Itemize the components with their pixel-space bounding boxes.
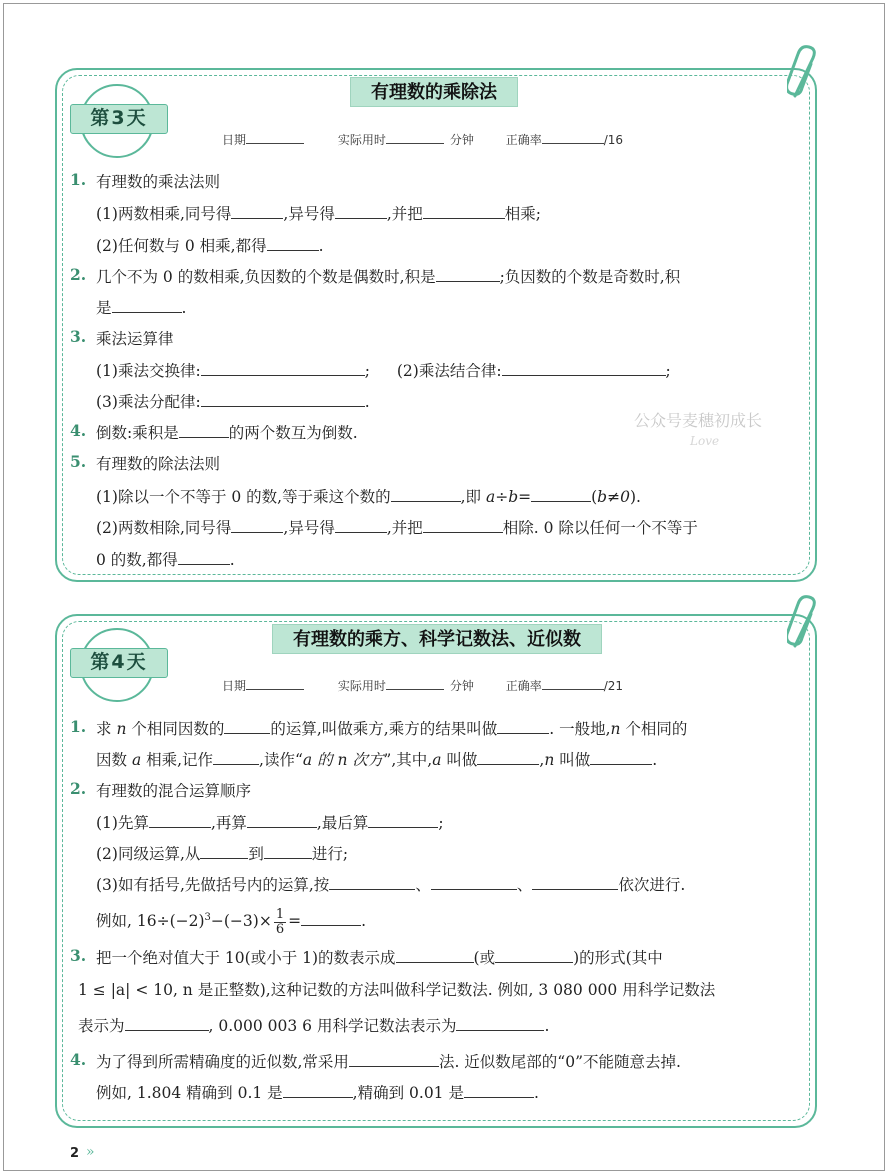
day3-q5-heading: 有理数的除法法则	[96, 455, 221, 473]
fraction: $\frac{1}{6}$	[275, 906, 285, 937]
day3-q3-p1: (1)乘法交换律: ; (2)乘法结合律: ;	[96, 362, 671, 380]
day3-q1-heading: 有理数的乘法法则	[96, 173, 221, 191]
accuracy-field[interactable]	[542, 679, 604, 690]
day4-q2-p1: (1)先算 ,再算 ,最后算 ;	[96, 814, 444, 832]
day3-q3-heading: 乘法运算律	[96, 330, 174, 348]
paperclip-icon	[787, 44, 821, 104]
day4-q4-line2: 例如, 1.804 精确到 0.1 是 ,精确到 0.01 是 .	[96, 1084, 539, 1102]
day3-badge-label: 第3天	[70, 104, 168, 134]
day4-q2-example: 例如, $16\div(-2)^3-(-3)\times$ $\frac{1}{6}$ = .	[96, 906, 367, 937]
day3-meta: 日期 实际用时 分钟 正确率 /16	[222, 133, 624, 147]
date-field[interactable]	[246, 679, 304, 690]
day4-badge	[70, 628, 168, 702]
day3-q1-p2: (2)任何数与 0 相乘,都得 .	[96, 237, 324, 255]
watermark: 公众号麦穗初成长	[634, 411, 763, 430]
watermark-sub: Love	[690, 434, 720, 448]
day3-q2-line2: 是 .	[96, 299, 187, 317]
day3-q5-p2: (2)两数相除,同号得 ,异号得 ,并把 相除. 0 除以任何一个不等于	[96, 519, 698, 537]
day3-q3-p3: (3)乘法分配律: .	[96, 393, 370, 411]
day3-q4: 倒数:乘积是 的两个数互为倒数.	[96, 424, 358, 442]
day4-q4-line1: 为了得到所需精确度的近似数,常采用 法. 近似数尾部的“0”不能随意去掉.	[96, 1053, 681, 1071]
day3-q5-p1: (1)除以一个不等于 0 的数,等于乘这个数的 ,即 a÷b= (b≠0).	[96, 488, 641, 506]
date-field[interactable]	[246, 133, 304, 144]
time-field[interactable]	[386, 679, 444, 690]
day4-badge-label: 第4天	[70, 648, 168, 678]
day3-q1-p1: (1)两数相乘,同号得 ,异号得 ,并把 相乘;	[96, 205, 541, 223]
day3-q2-line1: 几个不为 0 的数相乘,负因数的个数是偶数时,积是 ;负因数的个数是奇数时,积	[96, 268, 681, 286]
accuracy-field[interactable]	[542, 133, 604, 144]
day4-q2-heading: 有理数的混合运算顺序	[96, 782, 252, 800]
day4-q3-line3: 表示为 , 0.000 003 6 用科学记数法表示为 .	[78, 1017, 550, 1035]
day4-q1-line1: 求 n 个相同因数的 的运算,叫做乘方,乘方的结果叫做 . 一般地,n 个相同的	[96, 720, 688, 738]
day4-q1-line2: 因数 a 相乘,记作 ,读作“a 的 n 次方”,其中,a 叫做 ,n 叫做 .	[96, 751, 658, 769]
day4-q2-p3: (3)如有括号,先做括号内的运算,按 、 、 依次进行.	[96, 876, 686, 894]
page-arrow-icon: »	[86, 1144, 95, 1160]
day3-q5-p3: 0 的数,都得 .	[96, 551, 235, 569]
day4-title: 有理数的乘方、科学记数法、近似数	[272, 624, 602, 654]
paperclip-icon	[787, 594, 821, 654]
day4-meta: 日期 实际用时 分钟 正确率 /21	[222, 679, 624, 693]
time-field[interactable]	[386, 133, 444, 144]
day4-q3-line2: 1 ≤ |a| < 10, n 是正整数),这种记数的方法叫做科学记数法. 例如, 3 080 000 用科学记数法	[78, 981, 716, 999]
day3-badge	[70, 84, 168, 158]
day4-q2-p2: (2)同级运算,从 到 进行;	[96, 845, 349, 863]
day4-q3-line1: 把一个绝对值大于 10(或小于 1)的数表示成 (或 )的形式(其中	[96, 949, 663, 967]
page-number: 2	[70, 1146, 80, 1161]
day3-title: 有理数的乘除法	[350, 77, 518, 107]
